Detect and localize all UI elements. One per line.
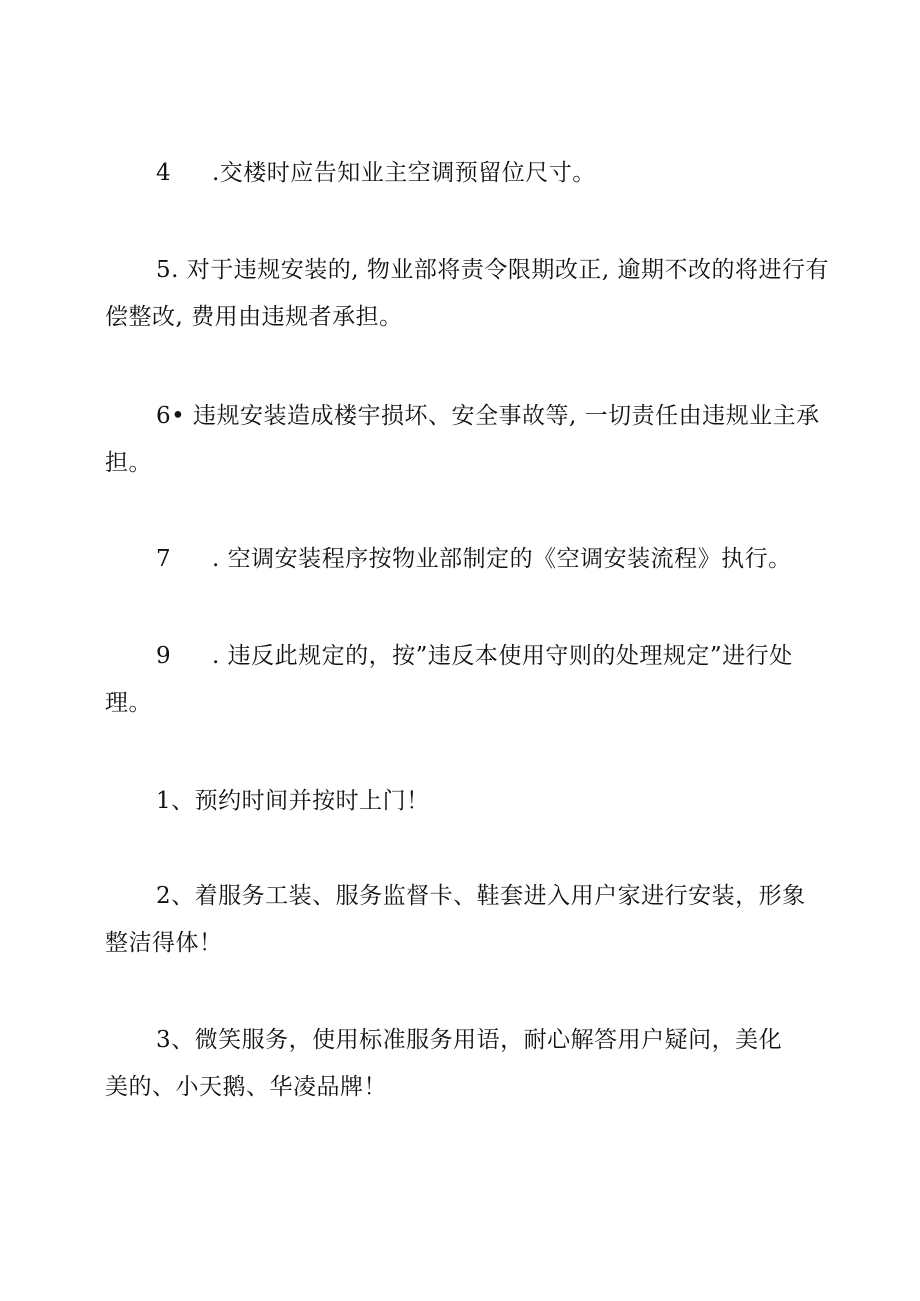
- service-text: 美的、小天鹅、华凌品牌！: [105, 1074, 387, 1100]
- rule-6: [156, 394, 876, 438]
- rule-9-continuation: [105, 681, 825, 725]
- service-item-2: [156, 874, 876, 918]
- rule-6-continuation: [105, 441, 825, 485]
- rule-text: .交楼时应告知业主空调预留位尺寸。: [212, 160, 596, 186]
- rule-number: 9: [156, 643, 172, 669]
- rule-text: . 空调安装程序按物业部制定的《空调安装流程》执行。: [212, 546, 792, 572]
- rule-text: • 违规安装造成楼宇损坏、安全事故等, 一切责任由违规业主承: [171, 403, 820, 429]
- service-item-2-continuation: [105, 921, 825, 965]
- service-text: 2、着服务工装、服务监督卡、鞋套进入用户家进行安装，形象: [156, 883, 806, 909]
- rule-text: 理。: [105, 690, 152, 716]
- service-text: 1、预约时间并按时上门！: [156, 788, 430, 814]
- rule-text: 偿整改, 费用由违规者承担。: [105, 304, 403, 330]
- rule-5: [156, 248, 876, 292]
- rule-text: . 对于违规安装的, 物业部将责令限期改正, 逾期不改的将进行有: [171, 257, 830, 283]
- rule-9: [156, 634, 876, 678]
- service-item-3-continuation: [105, 1065, 825, 1109]
- rule-number: 4: [156, 160, 172, 186]
- rule-5-continuation: [105, 295, 825, 339]
- rule-7: [156, 537, 876, 581]
- rule-number: 7: [156, 546, 172, 572]
- rule-text: 担。: [105, 450, 152, 476]
- service-text: 整洁得体！: [105, 930, 223, 956]
- rule-number: 5: [156, 257, 172, 283]
- rule-4: [156, 151, 876, 195]
- rule-number: 6: [156, 403, 172, 429]
- service-text: 3、微笑服务，使用标准服务用语，耐心解答用户疑问，美化: [156, 1027, 783, 1053]
- rule-text: . 违反此规定的，按”违反本使用守则的处理规定”进行处: [212, 643, 793, 669]
- service-item-3: [156, 1018, 876, 1062]
- service-item-1: [156, 779, 876, 823]
